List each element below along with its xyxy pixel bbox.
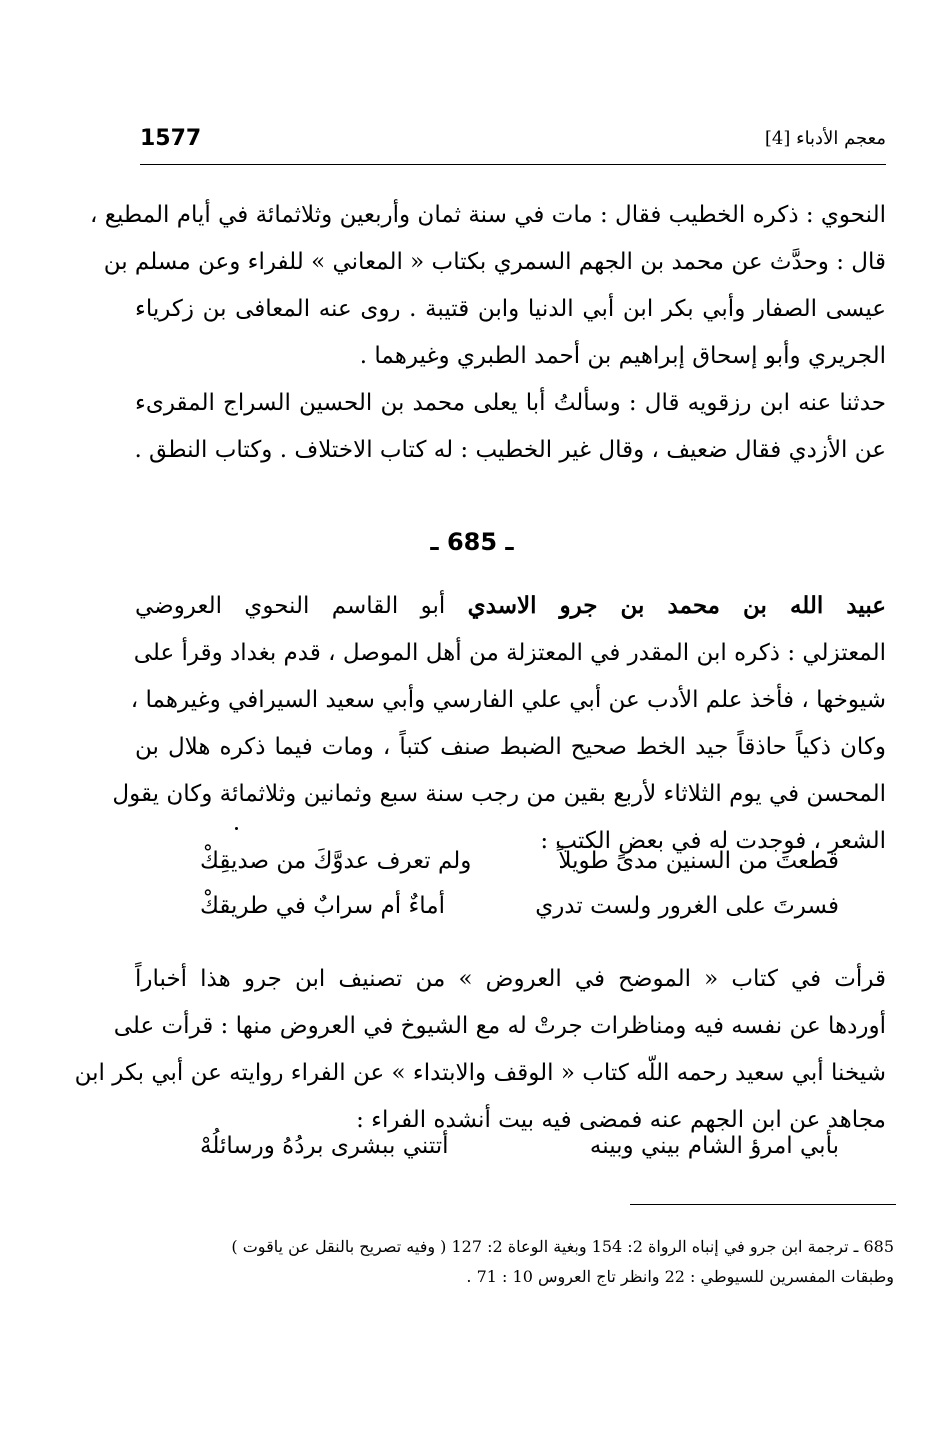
entry-number: ـ 685 ـ	[430, 528, 514, 556]
stray-mark	[235, 827, 238, 830]
verse-first-hemistich: بأبي امرؤ الشام بيني وبينه	[589, 1133, 839, 1159]
text-line: شيوخها ، فأخذ علم الأدب عن أبي علي الفارسي وأبي سعيد السيرافي وغيرهما ،	[130, 687, 886, 713]
text-line: النحوي : ذكره الخطيب فقال : مات في سنة ثمان وأربعين وثلاثمائة في أيام المطيع ،	[89, 202, 886, 228]
verse-second-hemistich: ولم تعرف عدوَّكَ من صديقِكْ	[200, 848, 472, 874]
paragraph-source	[135, 380, 886, 474]
text-line: قرأت في كتاب « الموضح في العروض » من تصنيف ابن جرو هذا أخباراً	[135, 966, 886, 992]
page-number: 1577	[140, 126, 202, 151]
footnote-line: وطبقات المفسرين للسيوطي : 22 وانظر تاج العروس 10 : 71 .	[466, 1267, 894, 1286]
text-line: حدثنا عنه ابن رزقويه قال : وسألتُ أبا يعلى محمد بن الحسين السراج المقرىء	[135, 390, 886, 416]
entry-heading-line	[135, 582, 886, 630]
text-line: مجاهد عن ابن الجهم عنه فمضى فيه بيت أنشده الفراء :	[356, 1107, 886, 1133]
verse-second-hemistich: أماءٌ أم سرابٌ في طريقكْ	[200, 893, 445, 919]
running-title: معجم الأدباء [4]	[764, 128, 886, 149]
paragraph-mawdih	[74, 956, 886, 1144]
text-line: عن الأزدي فقال ضعيف ، وقال غير الخطيب : له كتاب الاختلاف . وكتاب النطق .	[134, 437, 886, 463]
text-line: عيسى الصفار وأبي بكر ابن أبي الدنيا وابن قتيبة . روى عنه المعافى بن زكرياء	[135, 296, 886, 322]
text-line: قال : وحدَّث عن محمد بن الجهم السمري بكتاب « المعاني » للفراء وعن مسلم بن	[103, 249, 886, 275]
verse-first-hemistich: قطعتَ من السنين مدىً طويلاً	[558, 848, 839, 874]
entry-name: عبيد الله بن محمد بن جرو الاسدي	[467, 592, 886, 619]
footnote-line: 685 ـ ترجمة ابن جرو في إنباه الرواة 2: 154 وبغية الوعاة 2: 127 ( وفيه تصريح بالنقل عن ياقوت )	[231, 1237, 894, 1256]
poem-verse	[200, 893, 839, 933]
text-line: وكان ذكياً حاذقاً جيد الخط صحيح الضبط صنف كتباً ، ومات فيما ذكره هلال بن	[135, 734, 886, 760]
footnote-rule	[630, 1204, 896, 1205]
entry-biography	[112, 582, 886, 865]
verse-second-hemistich: أتتني ببشرى بردُهُ ورسائلُهْ	[200, 1133, 449, 1159]
footnote	[140, 1232, 894, 1292]
verse-first-hemistich: فسرتَ على الغرور ولست تدري	[535, 893, 839, 919]
entry-name-rest: أبو القاسم النحوي العروضي	[135, 593, 468, 619]
paragraph-continuation	[89, 192, 886, 380]
poem-verse	[200, 1133, 839, 1173]
header-rule	[140, 164, 886, 165]
page-header	[140, 126, 886, 160]
poem-verse	[200, 848, 839, 888]
text-line: المعتزلي : ذكره ابن المقدر في المعتزلة من أهل الموصل ، قدم بغداد وقرأ على	[133, 640, 886, 666]
text-line: الشعر ، فوجدت له في بعض الكتب :	[540, 828, 886, 854]
text-line: المحسن في يوم الثلاثاء لأربع بقين من رجب سنة سبع وثمانين وثلاثمائة وكان يقول	[112, 781, 886, 807]
text-line: الجريري وأبو إسحاق إبراهيم بن أحمد الطبري وغيرهما .	[359, 343, 886, 369]
text-line: شيخنا أبي سعيد رحمه اللّه كتاب « الوقف والابتداء » عن الفراء روايته عن أبي بكر ابن	[74, 1060, 886, 1086]
text-line: أوردها عن نفسه فيه ومناظرات جرتْ له مع الشيوخ في العروض منها : قرأت على	[113, 1013, 886, 1039]
